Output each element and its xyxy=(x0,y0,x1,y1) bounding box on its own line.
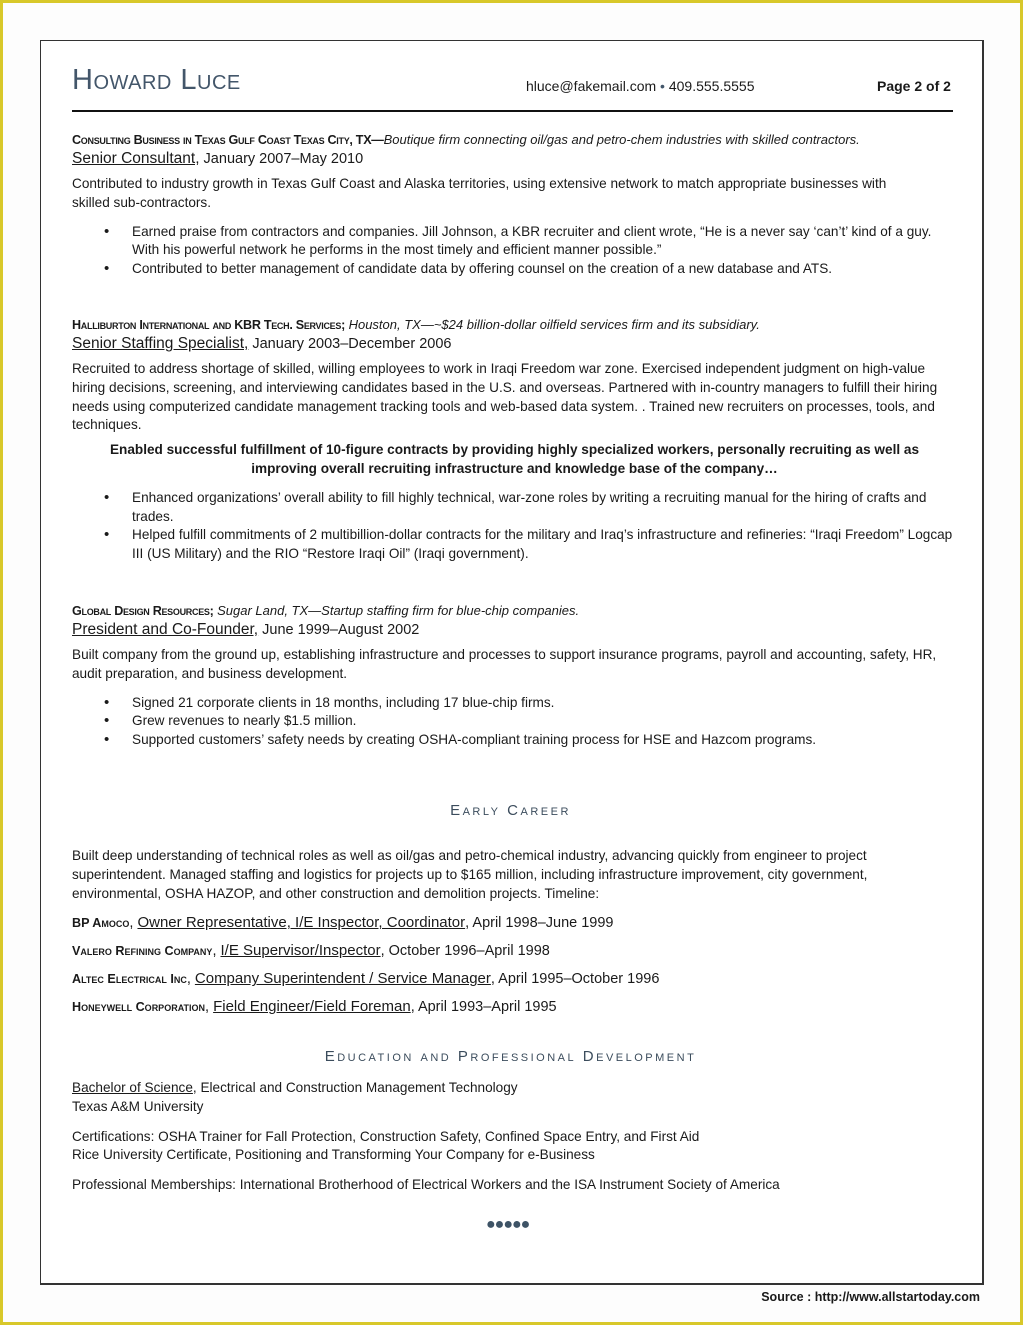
section-heading-education: Education and Professional Development xyxy=(324,1048,697,1065)
header-divider xyxy=(72,110,953,112)
early-career-section xyxy=(72,847,957,1021)
job-entry xyxy=(72,316,957,564)
education-section xyxy=(72,1079,957,1195)
company-name: Honeywell Corporation xyxy=(72,1000,206,1015)
role-dates: January 2007–May 2010 xyxy=(199,151,364,167)
company-tagline: Houston, TX—~$24 billion-dollar oilfield services firm and its subsidiary. xyxy=(344,317,760,332)
company-name: BP Amoco xyxy=(72,916,130,931)
job-highlight: Enabled successful fulfillment of 10-figure contracts by providing highly specialized workers, personally recruiting as well as improving overall recruiting infrastructure and knowledge base of the company… xyxy=(109,442,920,476)
role-dates: June 1999–August 2002 xyxy=(258,622,420,638)
degree-field: , Electrical and Construction Management Technology xyxy=(192,1080,518,1095)
company-name: Halliburton International and KBR Tech. Services; xyxy=(72,318,345,332)
source-credit: Source : http://www.allstartoday.com xyxy=(761,1290,980,1304)
bullet-item: • Helped fulfill commitments of 2 multibillion-dollar contracts for the military and Iraq’s infrastructure and refineries: “Iraqi Freedom” Logcap III (US Military) and the RIO “Restore Iraqi Oil” (Iraqi government). xyxy=(72,526,957,564)
company-name: Consulting Business in Texas Gulf Coast Texas City, TX— xyxy=(72,133,384,147)
bullet-list xyxy=(72,223,952,279)
bullet-item: • Earned praise from contractors and companies. Jill Johnson, a KBR recruiter and client wrote, “He is a never say ‘can’t’ kind of a guy. With his powerful network he performs in the most timely and efficient manner possible.” xyxy=(72,223,952,261)
role-title: President and Co-Founder, xyxy=(72,621,259,638)
role-title: I/E Supervisor/Inspector xyxy=(220,942,381,960)
role-line xyxy=(72,620,957,640)
early-role: Altec Electrical Inc, Company Superintendent / Service Manager, April 1995–October 1996 xyxy=(72,970,660,988)
bullet-item: • Grew revenues to nearly $1.5 million. xyxy=(72,712,957,731)
role-title: Owner Representative, I/E Inspector, Coordinator xyxy=(137,914,466,932)
certifications: Certifications: OSHA Trainer for Fall Protection, Construction Safety, Confined Space Entry, and First Aid xyxy=(72,1128,700,1144)
job-description: Recruited to address shortage of skilled, willing employees to work in Iraqi Freedom war zone. Exercised independent judgment on high-value hiring decisions, screening, and interviewing candidates based in the U.S. and overseas. Partnered with in-country managers to fulfill their hiring needs using computerized candidate management tracking tools and web-based data system. . Trained new recruiters on processes, tools, and techniques. xyxy=(72,361,938,433)
page-number: Page 2 of 2 xyxy=(877,78,951,94)
early-role: BP Amoco, Owner Representative, I/E Inspector, Coordinator, April 1998–June 1999 xyxy=(72,914,614,932)
bullet-item: • Supported customers’ safety needs by creating OSHA-compliant training process for HSE and Hazcom programs. xyxy=(72,731,957,750)
company-line xyxy=(72,131,957,149)
company-name: Valero Refining Company xyxy=(72,944,213,959)
early-role: Valero Refining Company, I/E Supervisor/Inspector, October 1996–April 1998 xyxy=(72,942,550,960)
job-entry xyxy=(72,602,957,750)
bullet-item: • Contributed to better management of candidate data by offering counsel on the creation of a new database and ATS. xyxy=(72,260,952,279)
company-tagline: Boutique firm connecting oil/gas and petro-chem industries with skilled contractors. xyxy=(383,132,860,147)
role-line xyxy=(72,334,957,354)
end-ornament: ●●●●● xyxy=(486,1216,530,1233)
early-career-summary: Built deep understanding of technical roles as well as oil/gas and petro-chemical industry, advancing quickly from engineer to project superintendent. Managed staffing and logistics for projects up to $165 million, including infrastructure improvement, city government, environmental, OSHA HAZOP, and other construction and demolition projects. Timeline: xyxy=(72,848,868,901)
job-entry xyxy=(72,131,957,279)
separator: • xyxy=(660,78,665,94)
company-name: Altec Electrical Inc xyxy=(72,972,187,987)
job-description: Contributed to industry growth in Texas Gulf Coast and Alaska territories, using extensive network to match appropriate businesses with skilled sub-contractors. xyxy=(72,176,887,210)
section-heading-early-career: Early Career xyxy=(450,802,571,819)
role-dates: , April 1995–October 1996 xyxy=(490,971,660,988)
memberships: Professional Memberships: International Brotherhood of Electrical Workers and the ISA Instrument Society of America xyxy=(72,1177,780,1193)
role-title: Senior Consultant, xyxy=(72,150,200,167)
role-dates: January 2003–December 2006 xyxy=(248,336,452,352)
role-dates: , April 1993–April 1995 xyxy=(410,999,557,1016)
bullet-item: • Signed 21 corporate clients in 18 months, including 17 blue-chip firms. xyxy=(72,694,957,713)
early-role: Honeywell Corporation, Field Engineer/Field Foreman, April 1993–April 1995 xyxy=(72,998,557,1016)
role-dates: , October 1996–April 1998 xyxy=(380,943,550,960)
bullet-list xyxy=(72,489,957,564)
candidate-name: Howard Luce xyxy=(72,64,241,96)
company-line xyxy=(72,316,957,334)
email: hluce@fakemail.com xyxy=(526,78,657,94)
company-line xyxy=(72,602,957,620)
role-title: Field Engineer/Field Foreman xyxy=(213,998,411,1016)
role-dates: , April 1998–June 1999 xyxy=(465,915,614,932)
role-title: Company Superintendent / Service Manager xyxy=(194,970,491,988)
company-tagline: Sugar Land, TX—Startup staffing firm for blue-chip companies. xyxy=(213,603,580,618)
school: Texas A&M University xyxy=(72,1098,204,1114)
degree-line xyxy=(72,1079,957,1098)
bullet-list xyxy=(72,694,957,750)
job-description: Built company from the ground up, establishing infrastructure and processes to support insurance programs, payroll and accounting, safety, HR, audit preparation, and business development. xyxy=(72,647,937,681)
contact-info xyxy=(526,78,754,94)
bullet-item: • Enhanced organizations’ overall ability to fill highly technical, war-zone roles by writing a recruiting manual for the hiring of crafts and trades. xyxy=(72,489,957,527)
role-title: Senior Staffing Specialist, xyxy=(72,335,249,352)
degree: Bachelor of Science xyxy=(72,1080,193,1095)
role-line xyxy=(72,149,957,169)
company-name: Global Design Resources; xyxy=(72,604,214,618)
phone: 409.555.5555 xyxy=(668,78,755,94)
certificate: Rice University Certificate, Positioning and Transforming Your Company for e-Business xyxy=(72,1147,595,1163)
